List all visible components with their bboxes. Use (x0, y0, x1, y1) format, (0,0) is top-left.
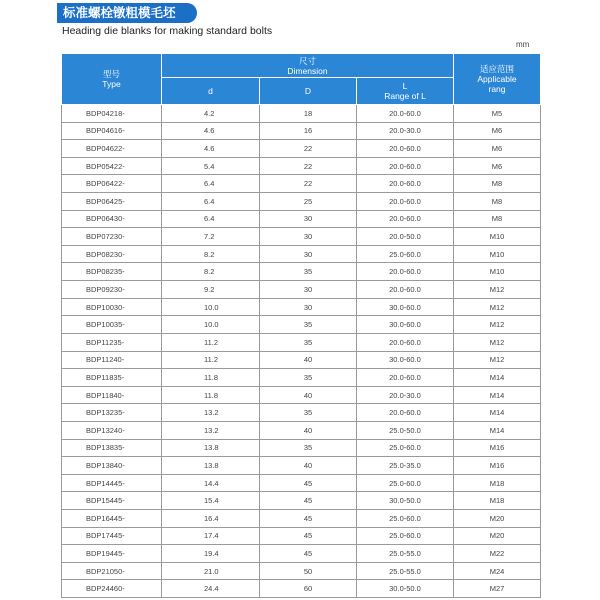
applicable-header-en: Applicable (477, 74, 517, 84)
table-row (62, 281, 541, 299)
D-cell: 45 (260, 492, 357, 510)
table-row (62, 351, 541, 369)
L-cell: 20.0-60.0 (357, 404, 454, 422)
type-cell: BDP06425- (62, 193, 162, 211)
applicable-cell: M27 (454, 580, 541, 598)
d-cell: 13.8 (162, 457, 260, 475)
d-cell: 11.8 (162, 369, 260, 387)
L-cell: 30.0-60.0 (357, 298, 454, 316)
type-header-cn: 型号 (102, 69, 120, 79)
d-cell: 14.4 (162, 474, 260, 492)
table-row (62, 316, 541, 334)
applicable-cell: M14 (454, 369, 541, 387)
d-cell: 6.4 (162, 175, 260, 193)
D-cell: 18 (260, 105, 357, 123)
type-cell: BDP11240- (62, 351, 162, 369)
table-row (62, 580, 541, 598)
d-cell: 8.2 (162, 245, 260, 263)
L-header-symbol: L (402, 81, 408, 91)
applicable-cell: M16 (454, 439, 541, 457)
spec-table (61, 53, 541, 598)
D-header: D (260, 78, 357, 105)
table-row (62, 175, 541, 193)
type-cell: BDP04218- (62, 105, 162, 123)
table-row (62, 245, 541, 263)
d-cell: 11.2 (162, 351, 260, 369)
D-cell: 40 (260, 457, 357, 475)
d-cell: 13.8 (162, 439, 260, 457)
unit-label: mm (516, 40, 530, 49)
D-cell: 45 (260, 474, 357, 492)
type-cell: BDP13840- (62, 457, 162, 475)
table-row (62, 193, 541, 211)
L-cell: 20.0-60.0 (357, 157, 454, 175)
d-cell: 5.4 (162, 157, 260, 175)
L-cell: 25.0-60.0 (357, 527, 454, 545)
applicable-cell: M10 (454, 263, 541, 281)
d-cell: 19.4 (162, 545, 260, 563)
type-cell: BDP14445- (62, 474, 162, 492)
L-cell: 30.0-50.0 (357, 580, 454, 598)
d-cell: 16.4 (162, 510, 260, 528)
type-cell: BDP04616- (62, 122, 162, 140)
d-cell: 10.0 (162, 316, 260, 334)
D-cell: 22 (260, 175, 357, 193)
type-cell: BDP13235- (62, 404, 162, 422)
type-cell: BDP17445- (62, 527, 162, 545)
D-cell: 40 (260, 386, 357, 404)
L-cell: 30.0-60.0 (357, 351, 454, 369)
dimension-header-en: Dimension (287, 65, 328, 76)
table-row (62, 439, 541, 457)
applicable-cell: M12 (454, 351, 541, 369)
dimension-header-cn: 尺寸 (298, 55, 316, 66)
dimension-header (162, 54, 454, 78)
table-row (62, 157, 541, 175)
applicable-cell: M10 (454, 245, 541, 263)
d-cell: 13.2 (162, 404, 260, 422)
applicable-cell: M6 (454, 140, 541, 158)
type-cell: BDP10035- (62, 316, 162, 334)
L-cell: 25.0-55.0 (357, 545, 454, 563)
D-cell: 35 (260, 316, 357, 334)
D-cell: 45 (260, 527, 357, 545)
table-row (62, 421, 541, 439)
applicable-cell: M5 (454, 105, 541, 123)
table-row (62, 210, 541, 228)
section-title: 标准螺栓镦粗模毛坯 (57, 3, 197, 23)
L-cell: 20.0-60.0 (357, 105, 454, 123)
type-cell: BDP07230- (62, 228, 162, 246)
table-row (62, 562, 541, 580)
L-cell: 20.0-60.0 (357, 140, 454, 158)
L-cell: 20.0-60.0 (357, 369, 454, 387)
table-row (62, 140, 541, 158)
d-cell: 21.0 (162, 562, 260, 580)
d-header: d (162, 78, 260, 105)
d-cell: 11.8 (162, 386, 260, 404)
type-cell: BDP13240- (62, 421, 162, 439)
applicable-cell: M10 (454, 228, 541, 246)
L-cell: 25.0-60.0 (357, 474, 454, 492)
d-cell: 15.4 (162, 492, 260, 510)
applicable-cell: M18 (454, 474, 541, 492)
d-cell: 8.2 (162, 263, 260, 281)
L-cell: 20.0-60.0 (357, 281, 454, 299)
D-cell: 22 (260, 140, 357, 158)
d-cell: 4.2 (162, 105, 260, 123)
D-cell: 30 (260, 228, 357, 246)
type-cell: BDP04622- (62, 140, 162, 158)
type-cell: BDP08230- (62, 245, 162, 263)
L-cell: 20.0-60.0 (357, 333, 454, 351)
table-row (62, 228, 541, 246)
type-cell: BDP09230- (62, 281, 162, 299)
L-cell: 20.0-60.0 (357, 210, 454, 228)
L-cell: 25.0-60.0 (357, 510, 454, 528)
D-cell: 30 (260, 298, 357, 316)
type-cell: BDP19445- (62, 545, 162, 563)
table-row (62, 404, 541, 422)
applicable-cell: M14 (454, 404, 541, 422)
table-row (62, 492, 541, 510)
table-row (62, 263, 541, 281)
applicable-header-en2: rang (488, 84, 506, 94)
table-row (62, 457, 541, 475)
applicable-cell: M24 (454, 562, 541, 580)
d-cell: 13.2 (162, 421, 260, 439)
D-cell: 60 (260, 580, 357, 598)
D-cell: 35 (260, 369, 357, 387)
applicable-cell: M16 (454, 457, 541, 475)
applicable-cell: M8 (454, 193, 541, 211)
D-cell: 30 (260, 281, 357, 299)
L-cell: 25.0-55.0 (357, 562, 454, 580)
table-row (62, 527, 541, 545)
table-row (62, 105, 541, 123)
d-cell: 11.2 (162, 333, 260, 351)
type-header (62, 54, 162, 105)
d-cell: 9.2 (162, 281, 260, 299)
D-cell: 45 (260, 510, 357, 528)
D-cell: 40 (260, 421, 357, 439)
applicable-cell: M20 (454, 510, 541, 528)
type-cell: BDP06430- (62, 210, 162, 228)
L-header (357, 78, 454, 105)
D-cell: 35 (260, 333, 357, 351)
applicable-header-cn: 适应范围 (479, 64, 514, 74)
D-cell: 16 (260, 122, 357, 140)
type-cell: BDP11235- (62, 333, 162, 351)
applicable-cell: M12 (454, 333, 541, 351)
table-row (62, 474, 541, 492)
type-cell: BDP13835- (62, 439, 162, 457)
type-cell: BDP16445- (62, 510, 162, 528)
D-cell: 35 (260, 263, 357, 281)
L-cell: 25.0-50.0 (357, 421, 454, 439)
D-cell: 30 (260, 210, 357, 228)
L-header-sub: Range of L (384, 91, 426, 101)
applicable-cell: M12 (454, 316, 541, 334)
applicable-cell: M20 (454, 527, 541, 545)
L-cell: 20.0-60.0 (357, 175, 454, 193)
table-row (62, 122, 541, 140)
L-cell: 25.0-60.0 (357, 439, 454, 457)
type-cell: BDP05422- (62, 157, 162, 175)
applicable-cell: M14 (454, 421, 541, 439)
table-row (62, 545, 541, 563)
type-cell: BDP21050- (62, 562, 162, 580)
D-cell: 40 (260, 351, 357, 369)
L-cell: 20.0-30.0 (357, 122, 454, 140)
D-cell: 25 (260, 193, 357, 211)
d-cell: 17.4 (162, 527, 260, 545)
applicable-cell: M6 (454, 122, 541, 140)
D-cell: 35 (260, 404, 357, 422)
type-cell: BDP08235- (62, 263, 162, 281)
type-cell: BDP06422- (62, 175, 162, 193)
type-cell: BDP11840- (62, 386, 162, 404)
applicable-cell: M22 (454, 545, 541, 563)
D-cell: 35 (260, 439, 357, 457)
applicable-header (454, 54, 541, 105)
D-cell: 45 (260, 545, 357, 563)
type-cell: BDP11835- (62, 369, 162, 387)
L-cell: 20.0-60.0 (357, 263, 454, 281)
table-row (62, 510, 541, 528)
applicable-cell: M14 (454, 386, 541, 404)
spec-table-body (62, 105, 541, 598)
d-cell: 7.2 (162, 228, 260, 246)
L-cell: 30.0-60.0 (357, 316, 454, 334)
d-cell: 6.4 (162, 193, 260, 211)
applicable-cell: M6 (454, 157, 541, 175)
type-cell: BDP15445- (62, 492, 162, 510)
d-cell: 4.6 (162, 122, 260, 140)
d-cell: 10.0 (162, 298, 260, 316)
applicable-cell: M8 (454, 175, 541, 193)
type-cell: BDP10030- (62, 298, 162, 316)
applicable-cell: M12 (454, 298, 541, 316)
L-cell: 20.0-50.0 (357, 228, 454, 246)
L-cell: 25.0-60.0 (357, 245, 454, 263)
applicable-cell: M18 (454, 492, 541, 510)
type-header-en: Type (102, 79, 121, 89)
L-cell: 20.0-60.0 (357, 193, 454, 211)
table-row (62, 298, 541, 316)
L-cell: 30.0-50.0 (357, 492, 454, 510)
D-cell: 22 (260, 157, 357, 175)
type-cell: BDP24460- (62, 580, 162, 598)
table-row (62, 386, 541, 404)
applicable-cell: M12 (454, 281, 541, 299)
d-cell: 4.6 (162, 140, 260, 158)
section-subtitle: Heading die blanks for making standard bolts (62, 25, 273, 37)
D-cell: 50 (260, 562, 357, 580)
table-row (62, 369, 541, 387)
d-cell: 24.4 (162, 580, 260, 598)
L-cell: 20.0-30.0 (357, 386, 454, 404)
d-cell: 6.4 (162, 210, 260, 228)
D-cell: 30 (260, 245, 357, 263)
table-row (62, 333, 541, 351)
L-cell: 25.0-35.0 (357, 457, 454, 475)
applicable-cell: M8 (454, 210, 541, 228)
